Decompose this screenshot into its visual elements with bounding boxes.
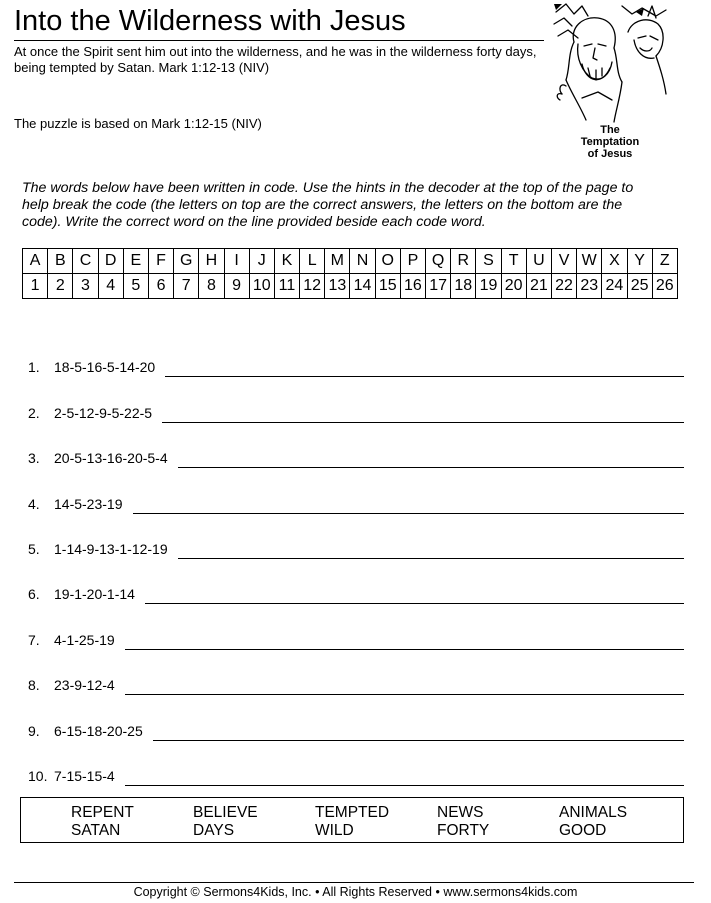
caption-line-2: Temptation bbox=[580, 136, 640, 148]
word-bank-column bbox=[315, 804, 389, 840]
decoder-letter: Q bbox=[426, 249, 451, 274]
puzzle-item bbox=[22, 559, 684, 604]
decoder-number: 26 bbox=[652, 274, 677, 299]
item-number: 6. bbox=[28, 586, 40, 603]
answer-line[interactable] bbox=[162, 421, 684, 423]
decoder-number: 25 bbox=[627, 274, 652, 299]
code-word: 4-1-25-19 bbox=[54, 631, 115, 648]
decoder-letter: B bbox=[48, 249, 73, 274]
decoder-letter: R bbox=[451, 249, 476, 274]
puzzle-item bbox=[22, 332, 684, 377]
decoder-number: 11 bbox=[274, 274, 299, 299]
puzzle-basis-note: The puzzle is based on Mark 1:12-15 (NIV) bbox=[14, 116, 262, 131]
puzzle-item bbox=[22, 650, 684, 695]
item-number: 7. bbox=[28, 631, 40, 648]
decoder-letter: V bbox=[551, 249, 576, 274]
decoder-number: 12 bbox=[300, 274, 325, 299]
item-number: 4. bbox=[28, 495, 40, 512]
word-bank-word: DAYS bbox=[193, 822, 235, 839]
decoder-letter: S bbox=[476, 249, 501, 274]
instructions: The words below have been written in code. Use the hints in the decoder at the top of the page to help break the code (the letters on top are the correct answers, the letters on the bottom are the code). Write the correct word on the line provided beside each code word. bbox=[22, 180, 634, 230]
puzzle-item bbox=[22, 741, 684, 786]
decoder-letter: A bbox=[23, 249, 48, 274]
decoder-letter: X bbox=[602, 249, 627, 274]
word-bank-column bbox=[193, 804, 258, 840]
decoder-letter: G bbox=[174, 249, 199, 274]
decoder-number: 1 bbox=[23, 274, 48, 299]
decoder-number: 5 bbox=[123, 274, 148, 299]
code-word: 19-1-20-1-14 bbox=[54, 586, 135, 603]
word-bank-column bbox=[437, 804, 489, 840]
decoder-letter: D bbox=[98, 249, 123, 274]
item-number: 9. bbox=[28, 722, 40, 739]
decoder-number: 15 bbox=[375, 274, 400, 299]
decoder-number: 13 bbox=[325, 274, 350, 299]
code-word: 2-5-12-9-5-22-5 bbox=[54, 404, 153, 421]
decoder-letter: Z bbox=[652, 249, 677, 274]
decoder-letters-row bbox=[23, 249, 678, 274]
decoder-number: 17 bbox=[426, 274, 451, 299]
temptation-illustration bbox=[552, 2, 668, 160]
decoder-letter: M bbox=[325, 249, 350, 274]
item-number: 5. bbox=[28, 540, 40, 557]
decoder-number: 20 bbox=[501, 274, 526, 299]
puzzle-item bbox=[22, 423, 684, 468]
code-word: 23-9-12-4 bbox=[54, 677, 115, 694]
decoder-letter: K bbox=[274, 249, 299, 274]
decoder-numbers-row bbox=[23, 274, 678, 299]
answer-line[interactable] bbox=[145, 602, 684, 604]
jesus-and-satan-drawing bbox=[552, 2, 668, 124]
decoder-number: 22 bbox=[551, 274, 576, 299]
decoder-letter: F bbox=[148, 249, 173, 274]
decoder-letter: O bbox=[375, 249, 400, 274]
decoder-letter: P bbox=[400, 249, 425, 274]
code-word: 6-15-18-20-25 bbox=[54, 722, 143, 739]
word-bank-word: SATAN bbox=[71, 822, 121, 839]
decoder-number: 2 bbox=[48, 274, 73, 299]
word-bank-column bbox=[71, 804, 134, 840]
word-bank-word: NEWS bbox=[437, 804, 484, 821]
decoder-number: 4 bbox=[98, 274, 123, 299]
code-word: 7-15-15-4 bbox=[54, 767, 115, 784]
footer-divider bbox=[14, 882, 694, 883]
copyright-footer: Copyright © Sermons4Kids, Inc. • All Rights Reserved • www.sermons4kids.com bbox=[133, 885, 578, 899]
decoder-letter: U bbox=[526, 249, 551, 274]
answer-line[interactable] bbox=[125, 693, 684, 695]
puzzle-list bbox=[22, 332, 684, 786]
decoder-letter: W bbox=[577, 249, 602, 274]
decoder-number: 6 bbox=[148, 274, 173, 299]
answer-line[interactable] bbox=[153, 739, 684, 741]
illustration-caption bbox=[552, 124, 668, 160]
puzzle-item bbox=[22, 468, 684, 513]
decoder-letter: Y bbox=[627, 249, 652, 274]
caption-line-1: The bbox=[600, 124, 620, 136]
scripture-verse: At once the Spirit sent him out into the wilderness, and he was in the wilderness forty days, being tempted by Satan. Mark 1:12-13 (NIV) bbox=[14, 44, 537, 75]
decoder-letter: E bbox=[123, 249, 148, 274]
item-number: 8. bbox=[28, 677, 40, 694]
word-bank-word: ANIMALS bbox=[559, 804, 628, 821]
decoder-number: 18 bbox=[451, 274, 476, 299]
decoder-table bbox=[22, 248, 678, 299]
answer-line[interactable] bbox=[133, 512, 685, 514]
decoder-number: 23 bbox=[577, 274, 602, 299]
decoder-number: 3 bbox=[73, 274, 98, 299]
decoder-number: 21 bbox=[526, 274, 551, 299]
decoder-letter: C bbox=[73, 249, 98, 274]
puzzle-item bbox=[22, 514, 684, 559]
decoder-letter: N bbox=[350, 249, 375, 274]
word-bank bbox=[20, 797, 684, 843]
puzzle-item bbox=[22, 604, 684, 649]
code-word: 1-14-9-13-1-12-19 bbox=[54, 540, 168, 557]
decoder-number: 8 bbox=[199, 274, 224, 299]
decoder-number: 7 bbox=[174, 274, 199, 299]
answer-line[interactable] bbox=[125, 648, 684, 650]
decoder-number: 19 bbox=[476, 274, 501, 299]
word-bank-word: GOOD bbox=[559, 822, 607, 839]
item-number: 1. bbox=[28, 359, 40, 376]
decoder-number: 14 bbox=[350, 274, 375, 299]
page-title: Into the Wilderness with Jesus bbox=[14, 4, 544, 41]
decoder-letter: H bbox=[199, 249, 224, 274]
puzzle-item bbox=[22, 377, 684, 422]
decoder-number: 10 bbox=[249, 274, 274, 299]
answer-line[interactable] bbox=[178, 466, 684, 468]
decoder-number: 16 bbox=[400, 274, 425, 299]
decoder-number: 24 bbox=[602, 274, 627, 299]
decoder-letter: T bbox=[501, 249, 526, 274]
item-number: 10. bbox=[28, 767, 48, 784]
caption-line-3: of Jesus bbox=[587, 148, 633, 160]
decoder-number: 9 bbox=[224, 274, 249, 299]
item-number: 3. bbox=[28, 450, 40, 467]
decoder-letter: I bbox=[224, 249, 249, 274]
word-bank-word: REPENT bbox=[71, 804, 134, 821]
code-word: 14-5-23-19 bbox=[54, 495, 123, 512]
word-bank-word: WILD bbox=[315, 822, 354, 839]
decoder-letter: J bbox=[249, 249, 274, 274]
word-bank-word: FORTY bbox=[437, 822, 490, 839]
puzzle-item bbox=[22, 695, 684, 740]
answer-line[interactable] bbox=[178, 557, 684, 559]
answer-line[interactable] bbox=[165, 375, 684, 377]
word-bank-column bbox=[559, 804, 627, 840]
answer-line[interactable] bbox=[125, 784, 684, 786]
decoder-letter: L bbox=[300, 249, 325, 274]
item-number: 2. bbox=[28, 404, 40, 421]
word-bank-word: TEMPTED bbox=[315, 804, 390, 821]
code-word: 18-5-16-5-14-20 bbox=[54, 359, 156, 376]
word-bank-word: BELIEVE bbox=[193, 804, 258, 821]
code-word: 20-5-13-16-20-5-4 bbox=[54, 450, 168, 467]
